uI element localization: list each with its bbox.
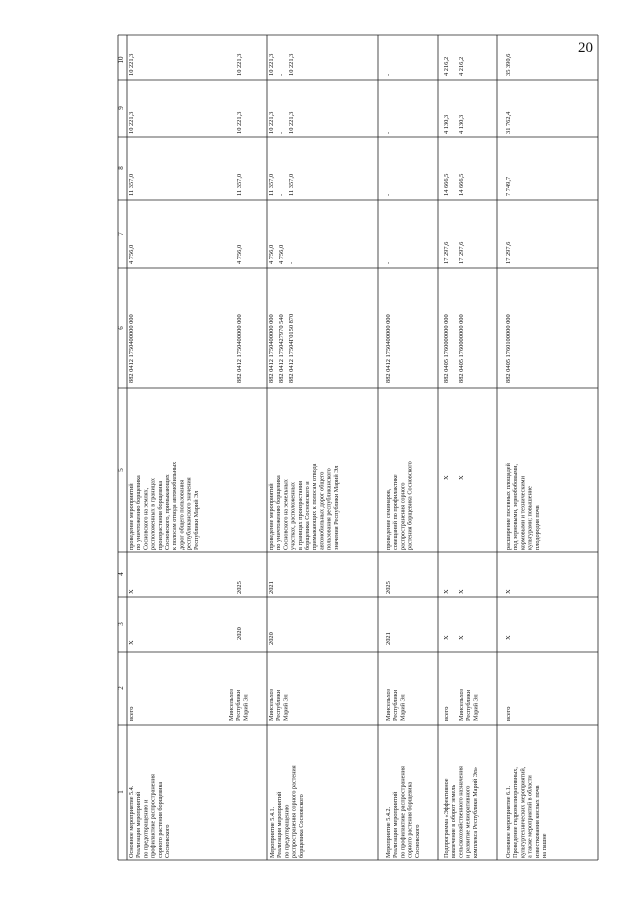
row-2-col-7: 4 756,0 — [268, 244, 275, 264]
row-2-col-5: Сосновского на земельных — [282, 479, 290, 550]
row-2-col-10: 10 221,3 — [268, 53, 275, 76]
row-1-col-3: 2020 — [236, 627, 243, 640]
row-1-col-5: к полосам отвода автомобильных — [171, 461, 179, 550]
column-number-1: 1 — [117, 790, 125, 794]
row-1-col-9: 10 221,3 — [128, 111, 135, 134]
row-1-col-7: 4 756,0 — [128, 244, 135, 264]
row-2-col-1: Реализация мероприятий — [276, 791, 284, 858]
row-5-col-1: на пашне — [541, 833, 548, 858]
column-number-2: 2 — [117, 686, 125, 690]
row-3-col-1: Сосновского — [413, 824, 421, 858]
row-5-col-1: а также мероприятий в области — [526, 775, 534, 858]
row-4-col-9: 4 130,3 — [443, 114, 450, 134]
row-2-col-1: борщевика Сосновского — [297, 794, 305, 858]
row-4-col-1: вовлечение в оборот земель — [450, 784, 458, 858]
row-2-col-5: автомобильных дорог общего — [318, 471, 326, 550]
row-1-col-3: Х — [128, 640, 135, 645]
row-4-col-1: и развитие мелиоративного — [464, 785, 472, 858]
row-5-col-2: всего — [505, 706, 512, 721]
row-4-col-4: Х — [443, 589, 450, 594]
row-1-col-5: Сосновского на землях, — [142, 487, 150, 550]
row-2-col-3: 2020 — [268, 632, 275, 645]
row-5-col-5: плодородия почв — [533, 505, 541, 550]
row-4-col-9: 4 130,3 — [458, 114, 465, 134]
row-2-col-5: по уничтожению борщевика — [275, 475, 283, 550]
row-5-col-5: под зерновыми, зернобобовыми, — [512, 463, 520, 550]
row-2-col-7: 4 756,0 — [278, 244, 285, 264]
column-number-3: 3 — [117, 622, 125, 626]
row-1-col-1: профилактике распространения — [149, 774, 157, 858]
row-1-col-4: 2025 — [236, 581, 243, 594]
row-2-col-8: 11 357,0 — [288, 173, 295, 196]
row-1-col-10: 10 221,3 — [128, 53, 135, 76]
row-2-col-6: 882 0412 1750427970 540 — [278, 314, 285, 383]
row-2-col-5: проведение мероприятий — [268, 483, 275, 550]
row-1-col-7: 4 756,0 — [236, 244, 243, 264]
row-4-col-7: 17 297,6 — [443, 241, 450, 264]
row-2-col-2: Республики — [275, 689, 283, 721]
column-number-8: 8 — [117, 166, 125, 170]
row-4-col-6: 882 0405 1760000000 000 — [443, 314, 450, 383]
row-4-col-8: 14 666,5 — [458, 173, 465, 196]
column-number-10: 10 — [117, 56, 125, 64]
row-4-col-5: Х — [458, 475, 465, 480]
row-2-col-9: 10 221,3 — [288, 111, 295, 134]
row-5-col-5: культурами; повышение — [526, 486, 534, 550]
row-4-col-10: 4 216,2 — [458, 56, 465, 76]
row-2-col-8: 11 357,0 — [268, 173, 275, 196]
row-1-col-2-ministry: Минсельхоз — [228, 689, 235, 721]
row-4-col-4: Х — [458, 589, 465, 594]
row-2-col-6: 882 0412 1750400000 000 — [268, 314, 275, 383]
row-5-col-1: Основное мероприятие 6.1. — [505, 785, 512, 858]
row-3-col-5: проведение семинаров, — [385, 488, 392, 550]
row-2-col-4: 2021 — [268, 581, 275, 594]
row-2-col-6: 882 0412 17504Г0150 870 — [288, 313, 295, 383]
row-2-col-10: 10 221,3 — [288, 53, 295, 76]
row-3-col-1: по профилактике распространения — [399, 766, 407, 858]
row-3-col-10: - — [385, 73, 392, 76]
row-3-col-4: 2025 — [385, 581, 392, 594]
row-2-col-5: пользования республиканского — [325, 468, 333, 550]
row-1-col-1: Реализация мероприятий — [135, 791, 143, 858]
row-1-col-4: Х — [128, 589, 135, 594]
row-5-col-1: Проведение гидромелиоративных, — [512, 767, 520, 858]
row-5-col-1: известкования кислых почв — [533, 785, 541, 858]
row-2-col-2: Марий Эл — [282, 694, 290, 721]
row-4-col-1: Подпрограмма «Эффективное — [443, 778, 450, 858]
row-1-col-5: республиканского значения — [185, 477, 193, 550]
row-3-col-7: - — [385, 261, 392, 264]
page-number: 20 — [578, 40, 593, 56]
row-3-col-2: Минсельхоз — [385, 689, 392, 721]
row-1-col-8: 11 357,0 — [128, 173, 135, 196]
row-4-col-1: комплекса Республики Марий Эл» — [471, 767, 479, 858]
row-1-col-1: сорного растения борщевика — [156, 781, 164, 858]
row-3-col-6: 882 0412 1750400000 000 — [385, 314, 392, 383]
row-2-col-2: Минсельхоз — [268, 689, 275, 721]
row-5-col-4: Х — [505, 589, 512, 594]
row-2-col-1: по предотвращению — [283, 804, 291, 858]
row-2-col-8: - — [278, 193, 285, 196]
row-4-col-7: 17 297,6 — [458, 241, 465, 264]
table-grid — [117, 35, 598, 860]
row-5-col-1: культуртехнических мероприятий, — [519, 766, 527, 858]
row-1-col-2-ministry: Марий Эл — [242, 694, 250, 721]
row-1-col-1: Сосновского — [164, 824, 171, 858]
row-4-col-2-ministry: Республики — [465, 689, 473, 721]
row-3-col-9: - — [385, 131, 392, 134]
row-2-col-5: участках, расположенных — [289, 482, 297, 550]
row-2-col-5: в границах произрастания — [296, 480, 304, 550]
column-number-6: 6 — [117, 326, 125, 330]
row-5-col-5: кормовыми и техническими — [519, 476, 527, 550]
row-4-col-2-total: всего — [443, 706, 450, 721]
row-1-col-5: проведение мероприятий — [128, 483, 135, 550]
row-3-col-1: Реализация мероприятий — [392, 791, 400, 858]
row-4-col-5: Х — [443, 475, 450, 480]
row-3-col-8: - — [385, 193, 392, 196]
row-1-col-5: дорог общего пользования — [178, 479, 186, 550]
row-2-col-5: борщевика Сосновского и — [304, 481, 311, 550]
row-2-col-7: - — [288, 261, 295, 264]
row-4-col-8: 14 666,5 — [443, 173, 450, 196]
row-4-col-2-ministry: Минсельхоз — [458, 689, 465, 721]
row-2-col-9: - — [278, 131, 285, 134]
row-4-col-10: 4 216,2 — [443, 56, 450, 76]
column-number-9: 9 — [117, 106, 125, 110]
row-1-col-5: Сосновского, примыкающих — [164, 474, 171, 550]
row-4-col-2-ministry: Марий Эл — [472, 694, 480, 721]
column-number-7: 7 — [117, 232, 125, 236]
row-1-col-1: по предотвращению и — [142, 799, 150, 858]
row-1-col-10: 10 221,3 — [236, 53, 243, 76]
row-3-col-2: Марий Эл — [399, 694, 407, 721]
row-5-col-5: расширение посевных площадей — [505, 463, 512, 550]
row-5-col-6: 882 0405 1760100000 000 — [505, 314, 512, 383]
row-3-col-1: Мероприятие 5.4.2. — [385, 806, 392, 858]
row-2-col-5: примыкающих к полосам отвода — [311, 463, 319, 550]
row-2-col-5: значения Республики Марий Эл — [332, 465, 340, 550]
row-4-col-3: Х — [458, 635, 465, 640]
row-3-col-3: 2021 — [385, 632, 392, 645]
row-5-col-8: 7 749,7 — [505, 176, 512, 196]
row-1-col-1: Основное мероприятие 5.4. — [128, 785, 135, 858]
row-1-col-2-ministry: Республики — [235, 689, 243, 721]
row-5-col-3: Х — [505, 635, 512, 640]
row-3-col-5: совещаний по профилактике — [392, 474, 400, 550]
row-3-col-1: сорного растения борщевика — [406, 781, 414, 858]
row-2-col-10: - — [278, 73, 285, 76]
row-1-col-5: по уничтожению борщевика — [135, 475, 143, 550]
row-1-col-8: 11 357,0 — [236, 173, 243, 196]
row-2-col-1: распространения сорного растения — [290, 765, 298, 858]
row-4-col-6: 882 0405 1760000000 000 — [458, 314, 465, 383]
row-1-col-9: 10 221,3 — [236, 111, 243, 134]
row-3-col-5: растения борщевика Сосновского — [406, 461, 414, 550]
row-3-col-5: распространения сорного — [399, 482, 407, 550]
row-1-col-2-total: всего — [128, 706, 135, 721]
column-number-4: 4 — [117, 572, 125, 576]
row-1-col-5: произрастания борщевика — [156, 480, 164, 550]
row-4-col-1: сельскохозяйственного назначения — [457, 766, 465, 858]
row-1-col-5: расположенных в границах — [149, 478, 157, 550]
row-5-col-7: 17 297,6 — [505, 241, 512, 264]
row-1-col-6: 882 0412 1750400000 000 — [236, 314, 243, 383]
row-1-col-5: Республики Марий Эл — [192, 490, 200, 550]
row-1-col-6: 882 0412 1750400000 000 — [128, 314, 135, 383]
row-5-col-9: 31 762,4 — [505, 111, 512, 134]
column-number-5: 5 — [117, 468, 125, 472]
row-3-col-2: Республики — [392, 689, 400, 721]
row-2-col-9: 10 221,3 — [268, 111, 275, 134]
row-2-col-1: Мероприятие 5.4.1. — [269, 806, 276, 858]
row-5-col-10: 35 390,6 — [505, 53, 512, 76]
row-4-col-3: Х — [443, 635, 450, 640]
